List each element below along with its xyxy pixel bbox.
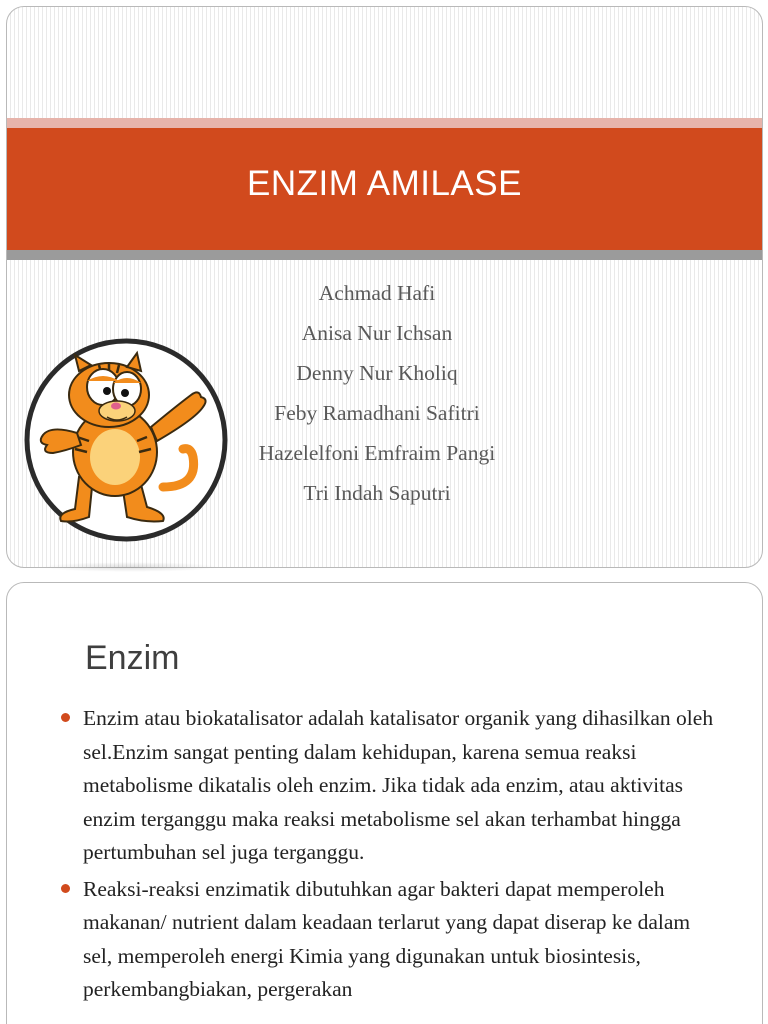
garfield-image — [23, 337, 229, 543]
bullet-text: Enzim atau biokatalisator adalah katalisator organik yang dihasilkan oleh sel.Enzim sangat penting dalam kehidupan, karena semua reaksi metabolisme dikatalis oleh enzim. Jika tidak ada enzim, atau aktivitas enzim terganggu maka reaksi metabolisme sel akan terhambat hingga pertumbuhan sel juga terganggu. — [83, 706, 714, 864]
author-name: Tri Indah Saputri — [303, 481, 451, 505]
bullet-dot-icon — [61, 884, 70, 893]
author-name: Achmad Hafi — [318, 281, 436, 305]
bullet-item — [61, 702, 721, 870]
title-slide — [6, 6, 763, 568]
gray-accent-strip — [7, 250, 762, 260]
title-band — [7, 128, 762, 250]
author-name: Anisa Nur Ichsan — [301, 321, 453, 345]
author-name: Feby Ramadhani Safitri — [274, 401, 480, 425]
content-slide — [6, 582, 763, 1024]
slide-title: ENZIM AMILASE — [247, 164, 522, 203]
author-name: Denny Nur Kholiq — [296, 361, 458, 385]
garfield-cartoon-icon — [23, 337, 229, 543]
bullet-list — [61, 702, 721, 1010]
bullet-item — [61, 873, 721, 1007]
author-list — [207, 273, 547, 513]
bullet-text: Reaksi-reaksi enzimatik dibutuhkan agar bakteri dapat memperoleh makanan/ nutrient dalam keadaan terlarut yang dapat diserap ke dalam sel, memperoleh energi Kimia yang digunakan untuk biosintesis, perkembangbiakan, pergerakan — [83, 876, 691, 1001]
pink-accent-strip — [7, 118, 762, 128]
slide-shadow — [40, 562, 220, 572]
slide-heading: Enzim — [85, 639, 180, 677]
bullet-dot-icon — [61, 713, 70, 722]
author-name: Hazelelfoni Emfraim Pangi — [258, 441, 496, 465]
